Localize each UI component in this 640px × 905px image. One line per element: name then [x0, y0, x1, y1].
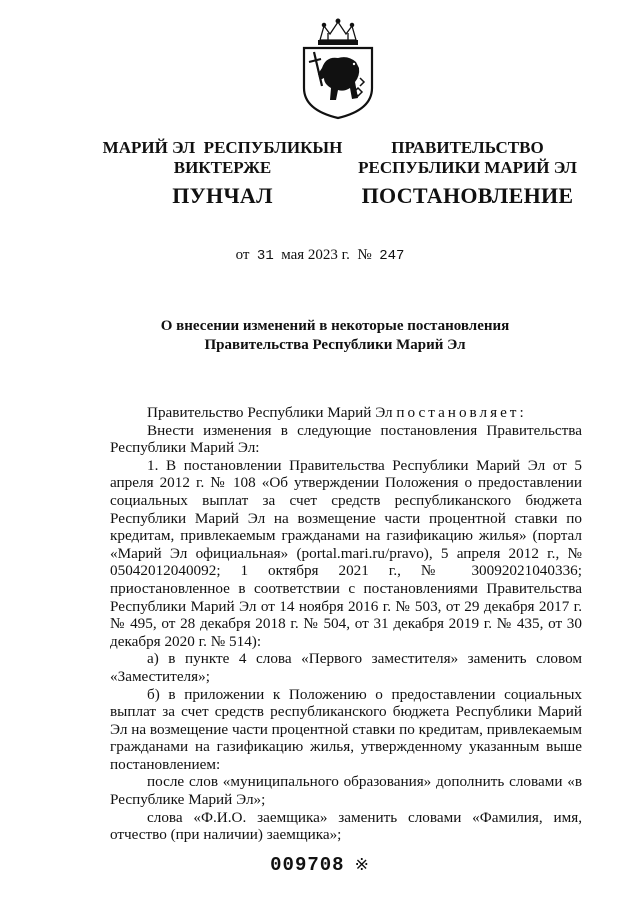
body-paragraph: 1. В постановлении Правительства Республики Марий Эл от 5 апреля 2012 г. № 108 «Об утверждении Положения о предоставлении социальных выплат за счет средств республиканского бюджета Республики Марий Эл на возмещение части процентной ставки по кредитам, привлекаемым гражданами на газификацию жилья» (портал «Марий Эл официальная» (portal.mari.ru/pravo), 5 апреля 2012 г., № 05042012040092; 1 октября 2021 г., № 30092021040336; приостановленное в соответствии с постановлениями Правительства Республики Марий Эл от 14 ноября 2016 г. № 503, от 29 декабря 2017 г. № 495, от 28 декабря 2018 г. № 504, от 31 декабря 2019 г. № 435, от 30 декабря 2020 г. № 514):: [110, 456, 582, 650]
body-paragraph: после слов «муниципального образования» дополнить словами «в Республике Марий Эл»;: [110, 773, 582, 809]
header-right-line1: ПРАВИТЕЛЬСТВО: [391, 138, 544, 157]
header-right-doc-type: ПОСТАНОВЛЕНИЕ: [361, 183, 574, 208]
number-sign: №: [357, 247, 372, 263]
ornament-mark: ※: [354, 857, 370, 876]
serial-number: 009708: [270, 854, 345, 876]
form-serial-number: [0, 854, 640, 876]
coat-of-arms-emblem: [298, 18, 378, 120]
body-paragraph: б) в приложении к Положению о предоставлении социальных выплат за счет средств республиканского бюджета Республики Марий Эл на возмещение части процентной ставки по кредитам, привлекаемым гражданами на газификацию жилья, утвержденному указанным выше постановлением:: [110, 685, 582, 773]
date-month-year: мая 2023 г.: [281, 247, 350, 263]
title-line1: О внесении изменений в некоторые постановления: [160, 318, 510, 334]
header-left-line2: ВИКТЕРЖЕ: [173, 158, 272, 177]
document-number: 247: [379, 248, 405, 264]
body-paragraph: слова «Ф.И.О. заемщика» заменить словами «Фамилия, имя, отчество (при наличии) заемщика»;: [110, 808, 582, 844]
document-body: [110, 404, 582, 844]
decree-intro: Правительство Республики Марий Эл: [147, 404, 397, 421]
body-paragraph: а) в пункте 4 слова «Первого заместителя» заменить словом «Заместителя»;: [110, 650, 582, 685]
title-line2: Правительства Республики Марий Эл: [204, 337, 466, 353]
document-title: [90, 317, 580, 355]
header-right-line2: РЕСПУБЛИКИ МАРИЙ ЭЛ: [358, 158, 577, 177]
date-prefix: от: [235, 247, 250, 263]
decree-verb: постановляет:: [396, 404, 527, 421]
document-date-line: [0, 247, 640, 264]
header-russian: [355, 138, 580, 206]
header-mari: [90, 138, 355, 206]
body-paragraph-decree: [110, 404, 582, 422]
header-left-doc-type: ПУНЧАЛ: [172, 183, 273, 208]
header-left-line1: МАРИЙ ЭЛ РЕСПУБЛИКЫН: [102, 138, 343, 157]
body-paragraph: Внести изменения в следующие постановления Правительства Республики Марий Эл:: [110, 421, 582, 457]
date-day: 31: [256, 248, 274, 264]
